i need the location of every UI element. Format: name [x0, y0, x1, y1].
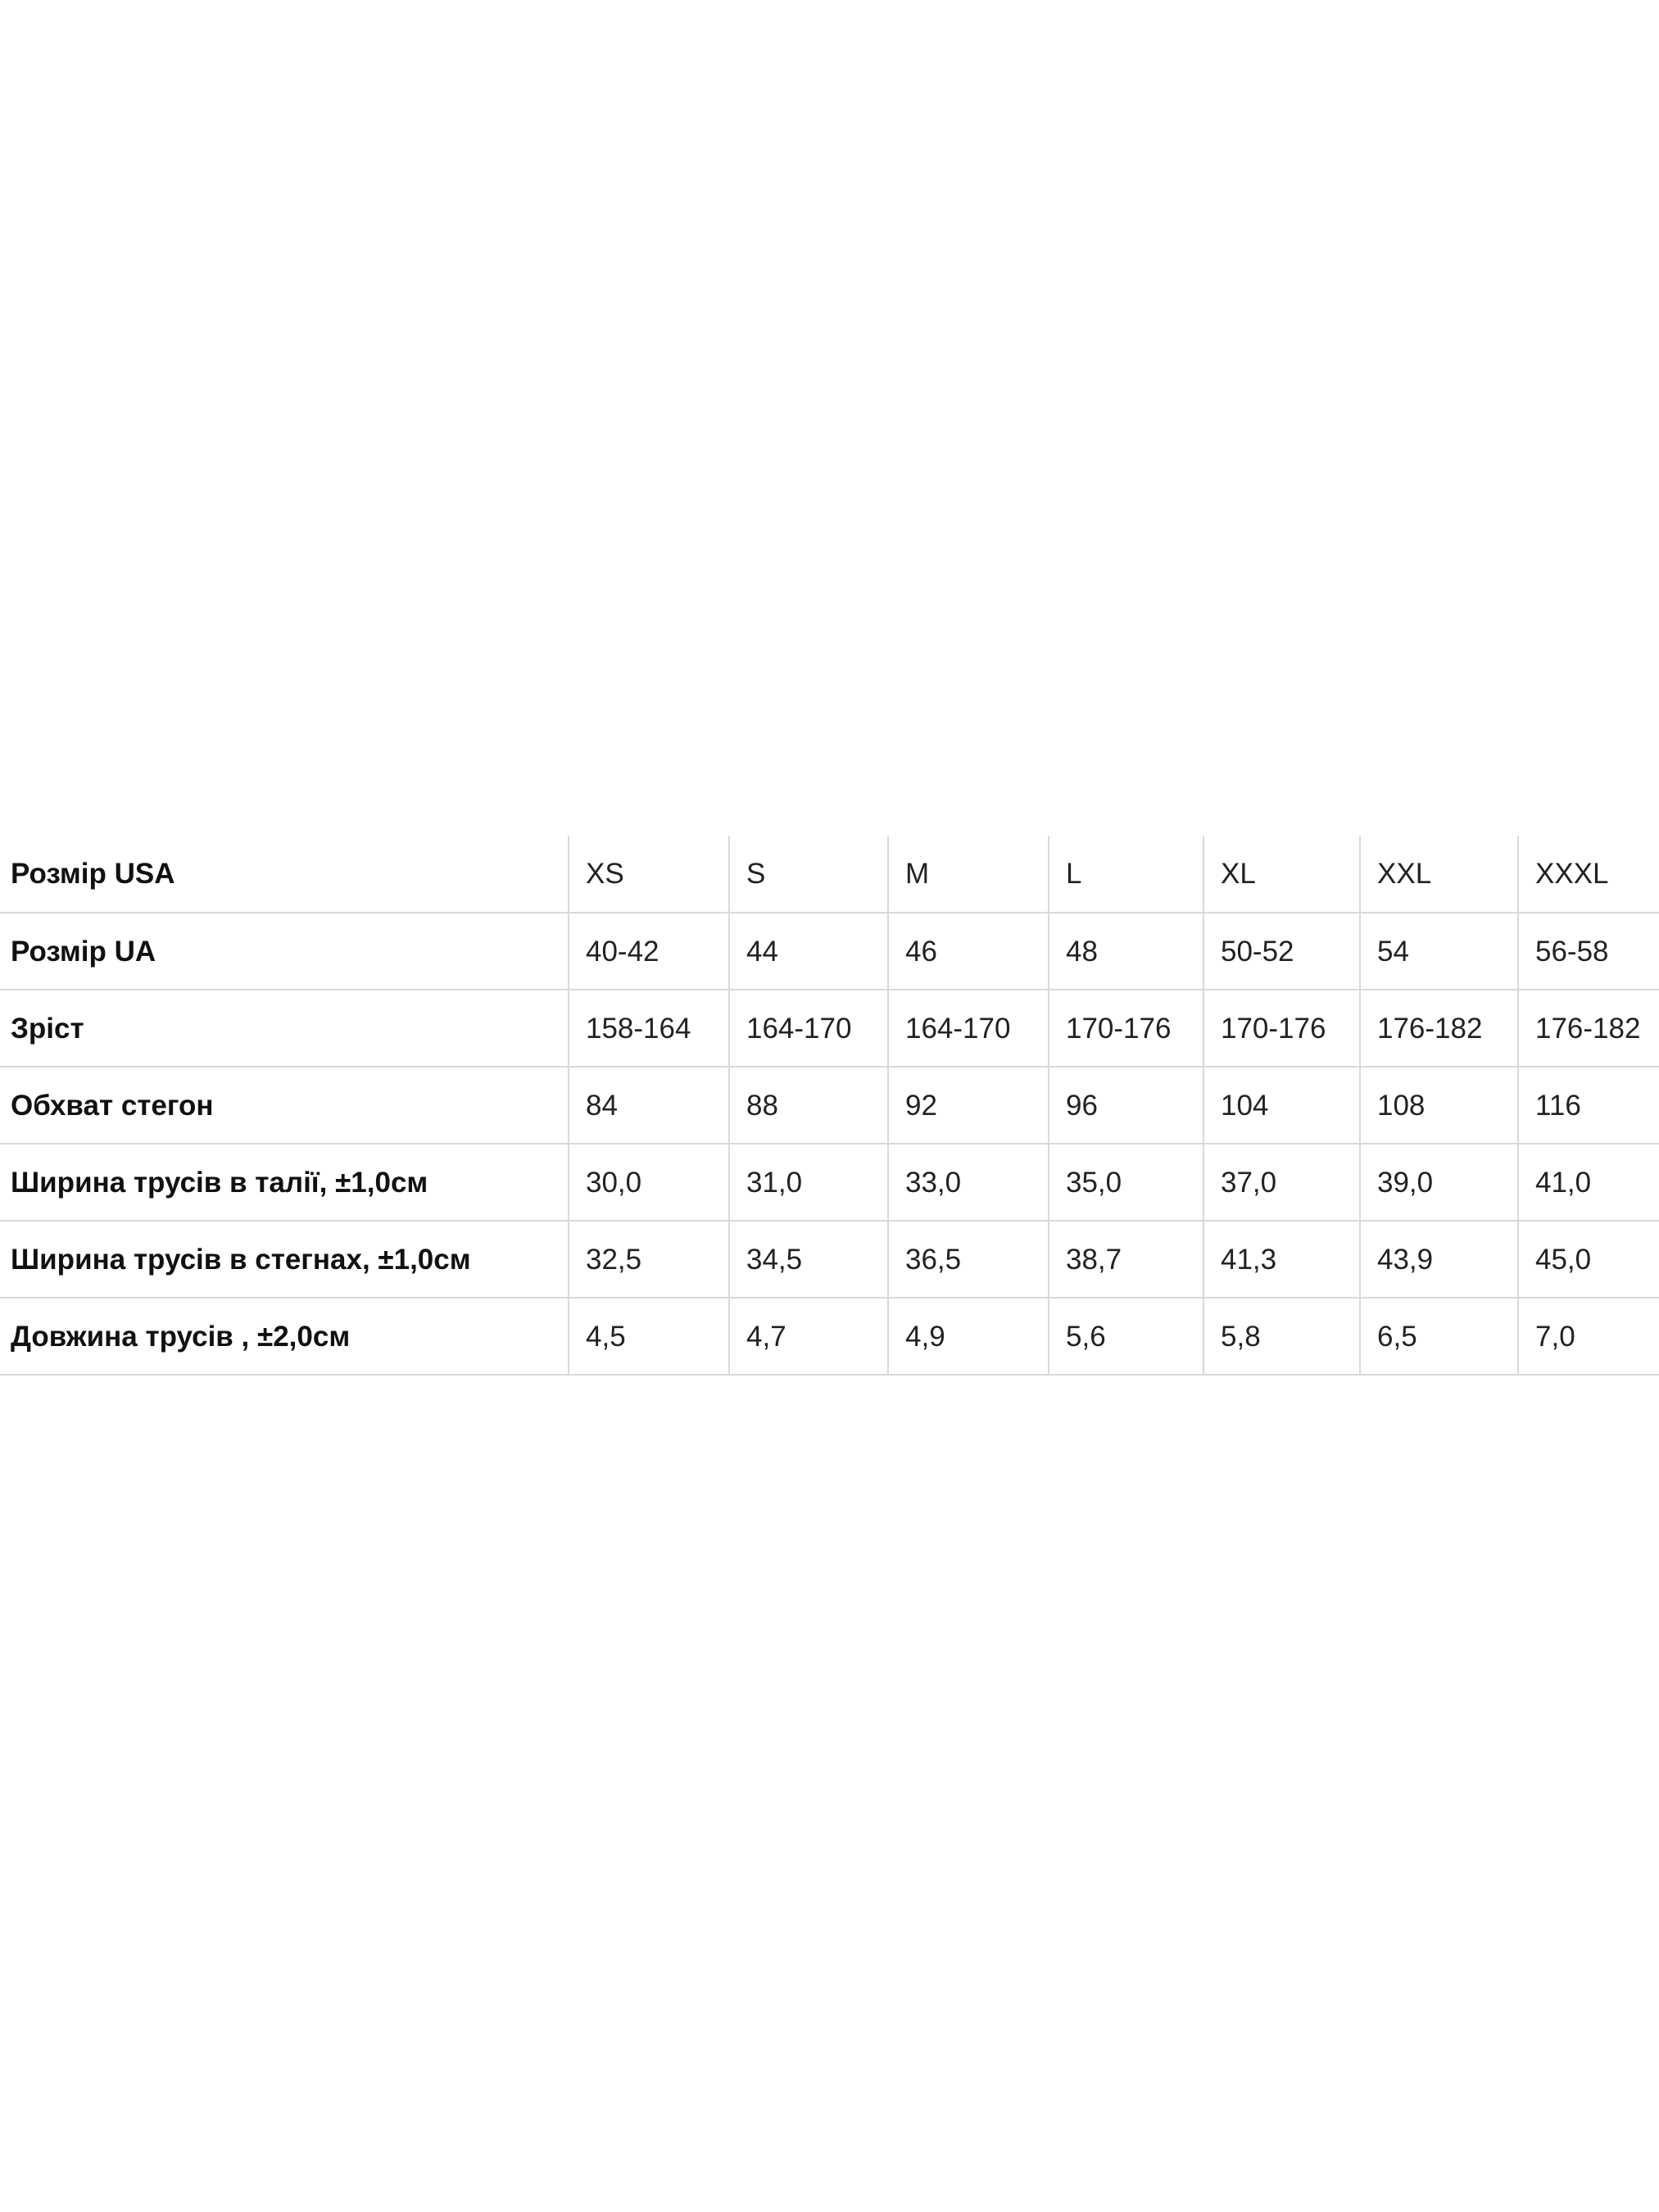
table-cell: 38,7	[1049, 1221, 1203, 1298]
table-cell: 84	[569, 1067, 729, 1144]
size-chart-table	[0, 836, 1659, 1376]
table-cell: L	[1049, 836, 1203, 913]
row-label: Ширина трусів в стегнах, ±1,0см	[0, 1221, 569, 1298]
table-cell: 170-176	[1049, 990, 1203, 1067]
table-cell: 176-182	[1518, 990, 1659, 1067]
row-label: Розмір UA	[0, 913, 569, 990]
row-label: Обхват стегон	[0, 1067, 569, 1144]
table-cell: 104	[1203, 1067, 1360, 1144]
table-cell: 54	[1360, 913, 1518, 990]
table-cell: 34,5	[729, 1221, 888, 1298]
table-row-size-usa	[0, 836, 1659, 913]
table-cell: 30,0	[569, 1144, 729, 1221]
table-cell: 5,8	[1203, 1298, 1360, 1375]
table-cell: 39,0	[1360, 1144, 1518, 1221]
table-cell: S	[729, 836, 888, 913]
table-cell: 36,5	[888, 1221, 1049, 1298]
table-cell: 116	[1518, 1067, 1659, 1144]
table-cell: XS	[569, 836, 729, 913]
table-cell: 41,3	[1203, 1221, 1360, 1298]
table-cell: 7,0	[1518, 1298, 1659, 1375]
table-cell: 4,7	[729, 1298, 888, 1375]
table-cell: XXXL	[1518, 836, 1659, 913]
table-row-hip-girth	[0, 1067, 1659, 1144]
table-row-hip-width	[0, 1221, 1659, 1298]
row-label: Розмір USA	[0, 836, 569, 913]
table-cell: 176-182	[1360, 990, 1518, 1067]
table-cell: 37,0	[1203, 1144, 1360, 1221]
table-cell: 6,5	[1360, 1298, 1518, 1375]
table-row-length	[0, 1298, 1659, 1375]
table-cell: 44	[729, 913, 888, 990]
table-cell: 45,0	[1518, 1221, 1659, 1298]
table-cell: 164-170	[729, 990, 888, 1067]
table-cell: 33,0	[888, 1144, 1049, 1221]
table-cell: 4,5	[569, 1298, 729, 1375]
table-cell: 96	[1049, 1067, 1203, 1144]
row-label: Довжина трусів , ±2,0см	[0, 1298, 569, 1375]
table-cell: 35,0	[1049, 1144, 1203, 1221]
table-cell: 5,6	[1049, 1298, 1203, 1375]
table-cell: XXL	[1360, 836, 1518, 913]
table-cell: 88	[729, 1067, 888, 1144]
row-label: Ширина трусів в талії, ±1,0см	[0, 1144, 569, 1221]
table-cell: 46	[888, 913, 1049, 990]
table-cell: 50-52	[1203, 913, 1360, 990]
table-row-size-ua	[0, 913, 1659, 990]
table-cell: 31,0	[729, 1144, 888, 1221]
table-row-waist-width	[0, 1144, 1659, 1221]
row-label: Зрiст	[0, 990, 569, 1067]
table-cell: 4,9	[888, 1298, 1049, 1375]
table-cell: 92	[888, 1067, 1049, 1144]
table-row-height	[0, 990, 1659, 1067]
table-cell: 158-164	[569, 990, 729, 1067]
table-cell: 108	[1360, 1067, 1518, 1144]
table-cell: 41,0	[1518, 1144, 1659, 1221]
table-cell: 164-170	[888, 990, 1049, 1067]
table-cell: M	[888, 836, 1049, 913]
table-cell: 170-176	[1203, 990, 1360, 1067]
table-cell: XL	[1203, 836, 1360, 913]
table-cell: 43,9	[1360, 1221, 1518, 1298]
table-cell: 56-58	[1518, 913, 1659, 990]
table-cell: 48	[1049, 913, 1203, 990]
table-cell: 32,5	[569, 1221, 729, 1298]
table-cell: 40-42	[569, 913, 729, 990]
